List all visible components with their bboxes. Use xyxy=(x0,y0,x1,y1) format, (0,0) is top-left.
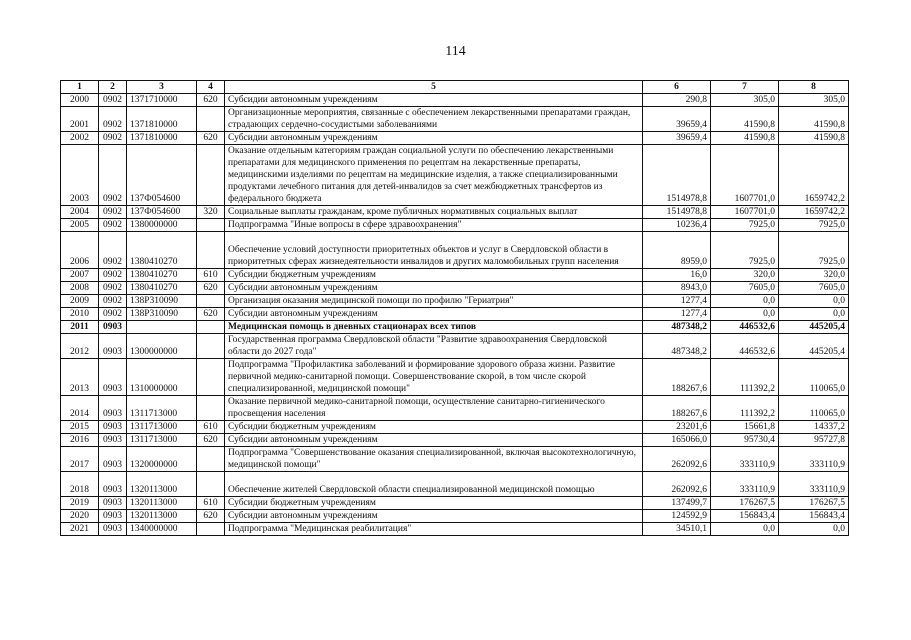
expense-type-cell: 620 xyxy=(197,94,225,107)
section-code-cell: 0903 xyxy=(99,359,127,396)
section-code-cell: 0903 xyxy=(99,321,127,334)
section-code-cell: 0902 xyxy=(99,219,127,232)
section-code-cell: 0902 xyxy=(99,206,127,219)
row-number-cell: 2021 xyxy=(61,523,99,536)
amount-cell: 188267,6 xyxy=(643,396,711,421)
row-number-cell: 2003 xyxy=(61,145,99,206)
target-code-cell: 1320113000 xyxy=(127,497,197,510)
amount-cell: 111392,2 xyxy=(711,396,779,421)
amount-cell: 1514978,8 xyxy=(643,145,711,206)
amount-cell: 8959,0 xyxy=(643,232,711,269)
amount-cell: 262092,6 xyxy=(643,447,711,472)
table-row xyxy=(61,321,849,334)
target-code-cell xyxy=(127,321,197,334)
description-cell: Субсидии бюджетным учреждениям xyxy=(225,269,643,282)
amount-cell: 95727,8 xyxy=(779,434,849,447)
row-number-cell: 2016 xyxy=(61,434,99,447)
target-code-cell: 1320000000 xyxy=(127,447,197,472)
description-cell: Государственная программа Свердловской области "Развитие здравоохранения Свердловской области до 2027 года" xyxy=(225,334,643,359)
amount-cell: 7925,0 xyxy=(779,232,849,269)
table-row xyxy=(61,497,849,510)
description-cell: Субсидии автономным учреждениям xyxy=(225,510,643,523)
amount-cell: 0,0 xyxy=(779,295,849,308)
target-code-cell: 1320113000 xyxy=(127,510,197,523)
table-row xyxy=(61,282,849,295)
amount-cell: 124592,9 xyxy=(643,510,711,523)
description-cell: Субсидии автономным учреждениям xyxy=(225,308,643,321)
expense-type-cell xyxy=(197,334,225,359)
amount-cell: 445205,4 xyxy=(779,321,849,334)
row-number-cell: 2005 xyxy=(61,219,99,232)
target-code-cell: 137Ф054600 xyxy=(127,145,197,206)
amount-cell: 156843,4 xyxy=(779,510,849,523)
amount-cell: 0,0 xyxy=(711,295,779,308)
description-cell: Подпрограмма "Иные вопросы в сфере здравоохранения" xyxy=(225,219,643,232)
table-row xyxy=(61,447,849,472)
target-code-cell: 1311713000 xyxy=(127,434,197,447)
amount-cell: 487348,2 xyxy=(643,334,711,359)
target-code-cell: 1311713000 xyxy=(127,396,197,421)
header-cell: 4 xyxy=(197,81,225,94)
amount-cell: 445205,4 xyxy=(779,334,849,359)
amount-cell: 305,0 xyxy=(779,94,849,107)
description-cell: Субсидии автономным учреждениям xyxy=(225,94,643,107)
table-row xyxy=(61,396,849,421)
amount-cell: 305,0 xyxy=(711,94,779,107)
row-number-cell: 2013 xyxy=(61,359,99,396)
section-code-cell: 0902 xyxy=(99,269,127,282)
target-code-cell: 1300000000 xyxy=(127,334,197,359)
row-number-cell: 2006 xyxy=(61,232,99,269)
description-cell: Оказание отдельным категориям граждан социальной услуги по обеспечению лекарственными препаратами для медицинского применения по рецептам на лекарственные препараты, медицинскими изделиями по рецептам на медицинские изделия, а также специализированными продуктами лечебного питания для детей-инвалидов за счет межбюджетных трансфертов из федерального бюджета xyxy=(225,145,643,206)
row-number-cell: 2001 xyxy=(61,107,99,132)
amount-cell: 137499,7 xyxy=(643,497,711,510)
header-cell: 1 xyxy=(61,81,99,94)
row-number-cell: 2017 xyxy=(61,447,99,472)
table-row xyxy=(61,308,849,321)
header-cell: 3 xyxy=(127,81,197,94)
description-cell: Подпрограмма "Профилактика заболеваний и формирование здорового образа жизни. Развитие первичной медико-санитарной помощи. Совершенствование скорой, в том числе скорой специализированной, медицинской помощи" xyxy=(225,359,643,396)
row-number-cell: 2008 xyxy=(61,282,99,295)
description-cell: Подпрограмма "Совершенствование оказания специализированной, включая высокотехнологичную, медицинской помощи" xyxy=(225,447,643,472)
table-row xyxy=(61,434,849,447)
amount-cell: 39659,4 xyxy=(643,107,711,132)
target-code-cell: 1371810000 xyxy=(127,107,197,132)
section-code-cell: 0903 xyxy=(99,510,127,523)
amount-cell: 41590,8 xyxy=(711,107,779,132)
expense-type-cell: 610 xyxy=(197,269,225,282)
section-code-cell: 0903 xyxy=(99,472,127,497)
amount-cell: 320,0 xyxy=(779,269,849,282)
section-code-cell: 0903 xyxy=(99,447,127,472)
expense-type-cell xyxy=(197,396,225,421)
amount-cell: 1659742,2 xyxy=(779,145,849,206)
budget-table xyxy=(60,80,849,536)
expense-type-cell xyxy=(197,219,225,232)
amount-cell: 41590,8 xyxy=(779,107,849,132)
table-row xyxy=(61,510,849,523)
amount-cell: 290,8 xyxy=(643,94,711,107)
section-code-cell: 0902 xyxy=(99,308,127,321)
amount-cell: 262092,6 xyxy=(643,472,711,497)
amount-cell: 23201,6 xyxy=(643,421,711,434)
header-cell: 8 xyxy=(779,81,849,94)
amount-cell: 156843,4 xyxy=(711,510,779,523)
section-code-cell: 0902 xyxy=(99,232,127,269)
table-body xyxy=(61,94,849,536)
amount-cell: 41590,8 xyxy=(779,132,849,145)
header-cell: 2 xyxy=(99,81,127,94)
row-number-cell: 2020 xyxy=(61,510,99,523)
amount-cell: 7925,0 xyxy=(711,232,779,269)
target-code-cell: 138Р310090 xyxy=(127,308,197,321)
table-row xyxy=(61,206,849,219)
description-cell: Субсидии бюджетным учреждениям xyxy=(225,497,643,510)
header-cell: 5 xyxy=(225,81,643,94)
expense-type-cell: 610 xyxy=(197,421,225,434)
expense-type-cell: 620 xyxy=(197,510,225,523)
target-code-cell: 1380000000 xyxy=(127,219,197,232)
table-row xyxy=(61,334,849,359)
amount-cell: 0,0 xyxy=(779,308,849,321)
table-row xyxy=(61,523,849,536)
amount-cell: 10236,4 xyxy=(643,219,711,232)
description-cell: Организация оказания медицинской помощи по профилю "Гериатрия" xyxy=(225,295,643,308)
target-code-cell: 1380410270 xyxy=(127,232,197,269)
expense-type-cell: 620 xyxy=(197,282,225,295)
amount-cell: 333110,9 xyxy=(711,472,779,497)
expense-type-cell xyxy=(197,107,225,132)
amount-cell: 0,0 xyxy=(711,308,779,321)
amount-cell: 7925,0 xyxy=(779,219,849,232)
amount-cell: 176267,5 xyxy=(779,497,849,510)
description-cell: Субсидии бюджетным учреждениям xyxy=(225,421,643,434)
row-number-cell: 2004 xyxy=(61,206,99,219)
section-code-cell: 0903 xyxy=(99,434,127,447)
expense-type-cell: 610 xyxy=(197,497,225,510)
amount-cell: 16,0 xyxy=(643,269,711,282)
description-cell: Субсидии автономным учреждениям xyxy=(225,282,643,295)
description-cell: Социальные выплаты гражданам, кроме публичных нормативных социальных выплат xyxy=(225,206,643,219)
description-cell: Субсидии автономным учреждениям xyxy=(225,132,643,145)
table-row xyxy=(61,219,849,232)
amount-cell: 333110,9 xyxy=(711,447,779,472)
target-code-cell: 1371810000 xyxy=(127,132,197,145)
target-code-cell: 1310000000 xyxy=(127,359,197,396)
target-code-cell: 1380410270 xyxy=(127,282,197,295)
row-number-cell: 2009 xyxy=(61,295,99,308)
amount-cell: 39659,4 xyxy=(643,132,711,145)
amount-cell: 176267,5 xyxy=(711,497,779,510)
target-code-cell: 1320113000 xyxy=(127,472,197,497)
amount-cell: 7605,0 xyxy=(779,282,849,295)
amount-cell: 34510,1 xyxy=(643,523,711,536)
table-row xyxy=(61,94,849,107)
amount-cell: 0,0 xyxy=(711,523,779,536)
amount-cell: 1607701,0 xyxy=(711,145,779,206)
section-code-cell: 0902 xyxy=(99,107,127,132)
amount-cell: 15661,8 xyxy=(711,421,779,434)
header-cell: 7 xyxy=(711,81,779,94)
amount-cell: 320,0 xyxy=(711,269,779,282)
row-number-cell: 2014 xyxy=(61,396,99,421)
table-row xyxy=(61,421,849,434)
amount-cell: 333110,9 xyxy=(779,447,849,472)
row-number-cell: 2015 xyxy=(61,421,99,434)
row-number-cell: 2018 xyxy=(61,472,99,497)
section-code-cell: 0903 xyxy=(99,497,127,510)
expense-type-cell xyxy=(197,472,225,497)
section-code-cell: 0902 xyxy=(99,132,127,145)
expense-type-cell xyxy=(197,145,225,206)
section-code-cell: 0902 xyxy=(99,295,127,308)
amount-cell: 165066,0 xyxy=(643,434,711,447)
amount-cell: 1277,4 xyxy=(643,295,711,308)
table-row xyxy=(61,295,849,308)
expense-type-cell xyxy=(197,447,225,472)
table-row xyxy=(61,107,849,132)
description-cell: Обеспечение жителей Свердловской области специализированной медицинской помощью xyxy=(225,472,643,497)
section-code-cell: 0903 xyxy=(99,334,127,359)
description-cell: Субсидии автономным учреждениям xyxy=(225,434,643,447)
target-code-cell: 1380410270 xyxy=(127,269,197,282)
amount-cell: 7925,0 xyxy=(711,219,779,232)
table-row xyxy=(61,269,849,282)
table-row xyxy=(61,232,849,269)
row-number-cell: 2007 xyxy=(61,269,99,282)
header-cell: 6 xyxy=(643,81,711,94)
amount-cell: 41590,8 xyxy=(711,132,779,145)
target-code-cell: 1371710000 xyxy=(127,94,197,107)
target-code-cell: 138Р310090 xyxy=(127,295,197,308)
expense-type-cell: 620 xyxy=(197,132,225,145)
expense-type-cell: 620 xyxy=(197,434,225,447)
row-number-cell: 2019 xyxy=(61,497,99,510)
row-number-cell: 2012 xyxy=(61,334,99,359)
target-code-cell: 1340000000 xyxy=(127,523,197,536)
expense-type-cell xyxy=(197,359,225,396)
page-number: 114 xyxy=(445,44,466,59)
table-row xyxy=(61,132,849,145)
amount-cell: 1659742,2 xyxy=(779,206,849,219)
amount-cell: 1277,4 xyxy=(643,308,711,321)
amount-cell: 446532,6 xyxy=(711,334,779,359)
row-number-cell: 2010 xyxy=(61,308,99,321)
expense-type-cell: 320 xyxy=(197,206,225,219)
expense-type-cell xyxy=(197,295,225,308)
description-cell: Медицинская помощь в дневных стационарах всех типов xyxy=(225,321,643,334)
section-code-cell: 0902 xyxy=(99,145,127,206)
amount-cell: 7605,0 xyxy=(711,282,779,295)
row-number-cell: 2011 xyxy=(61,321,99,334)
section-code-cell: 0903 xyxy=(99,421,127,434)
expense-type-cell: 620 xyxy=(197,308,225,321)
section-code-cell: 0902 xyxy=(99,94,127,107)
row-number-cell: 2000 xyxy=(61,94,99,107)
description-cell: Обеспечение условий доступности приоритетных объектов и услуг в Свердловской области в приоритетных сферах жизнедеятельности инвалидов и других маломобильных групп населения xyxy=(225,232,643,269)
amount-cell: 111392,2 xyxy=(711,359,779,396)
table-row xyxy=(61,145,849,206)
expense-type-cell xyxy=(197,321,225,334)
amount-cell: 1514978,8 xyxy=(643,206,711,219)
amount-cell: 188267,6 xyxy=(643,359,711,396)
amount-cell: 0,0 xyxy=(779,523,849,536)
header-row xyxy=(61,81,849,94)
description-cell: Организационные мероприятия, связанные с обеспечением лекарственными препаратами граждан, страдающих сердечно-сосудистыми заболеваниями xyxy=(225,107,643,132)
amount-cell: 110065,0 xyxy=(779,359,849,396)
amount-cell: 110065,0 xyxy=(779,396,849,421)
row-number-cell: 2002 xyxy=(61,132,99,145)
amount-cell: 14337,2 xyxy=(779,421,849,434)
table-row xyxy=(61,472,849,497)
description-cell: Оказание первичной медико-санитарной помощи, осуществление санитарно-гигиенического просвещения населения xyxy=(225,396,643,421)
amount-cell: 446532,6 xyxy=(711,321,779,334)
amount-cell: 8943,0 xyxy=(643,282,711,295)
amount-cell: 333110,9 xyxy=(779,472,849,497)
amount-cell: 1607701,0 xyxy=(711,206,779,219)
target-code-cell: 137Ф054600 xyxy=(127,206,197,219)
amount-cell: 487348,2 xyxy=(643,321,711,334)
expense-type-cell xyxy=(197,523,225,536)
amount-cell: 95730,4 xyxy=(711,434,779,447)
section-code-cell: 0902 xyxy=(99,282,127,295)
expense-type-cell xyxy=(197,232,225,269)
description-cell: Подпрограмма "Медицинская реабилитация" xyxy=(225,523,643,536)
section-code-cell: 0903 xyxy=(99,396,127,421)
target-code-cell: 1311713000 xyxy=(127,421,197,434)
table-row xyxy=(61,359,849,396)
section-code-cell: 0903 xyxy=(99,523,127,536)
